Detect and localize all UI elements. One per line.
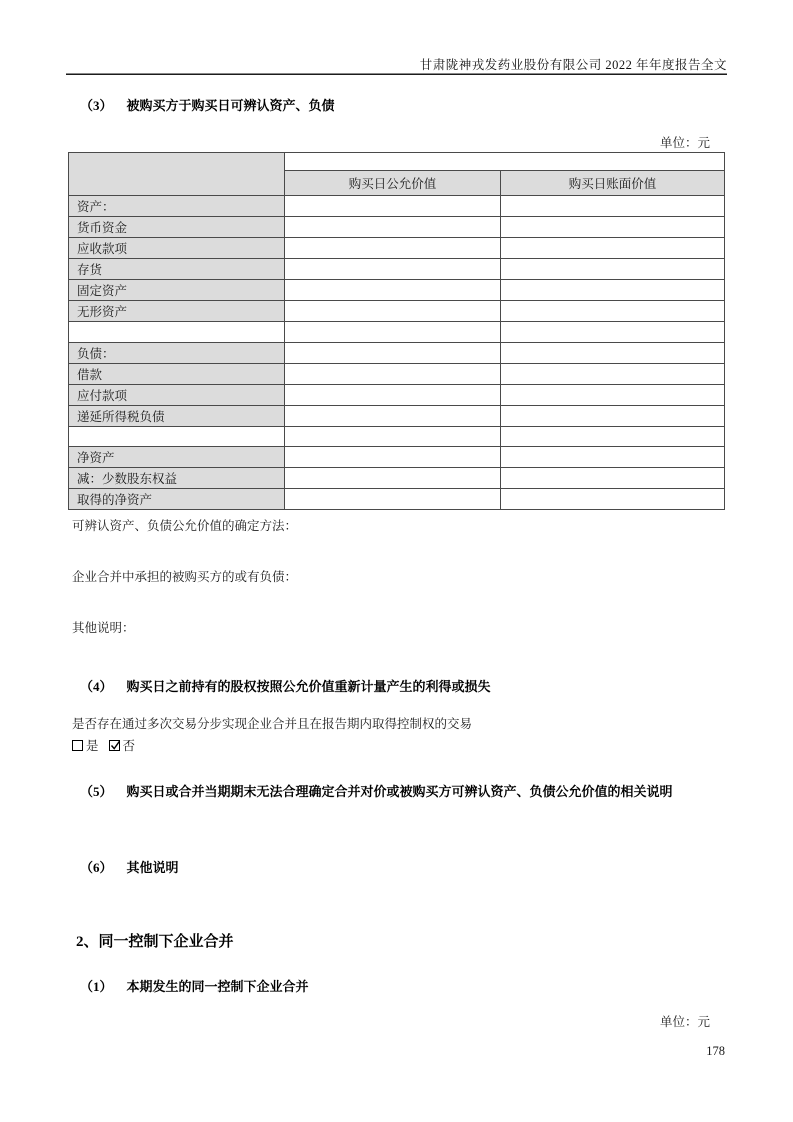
identifiable-assets-liabilities-table	[68, 152, 725, 510]
section4-heading	[80, 676, 491, 695]
section6-title: 其他说明	[126, 860, 179, 875]
table-row	[69, 238, 725, 259]
option-yes-label: 是	[86, 739, 99, 753]
fair-value-cell	[285, 384, 501, 405]
book-value-cell	[501, 363, 725, 384]
section3-title: 被购买方于购买日可辨认资产、负债	[126, 98, 335, 113]
acquiree-name-cell	[285, 153, 725, 171]
row-label: 递延所得税负债	[69, 405, 285, 426]
option-no	[109, 736, 136, 754]
row-label	[69, 322, 285, 343]
fair-value-cell	[285, 322, 501, 343]
paragraph-contingent-liability: 企业合并中承担的被购买方的或有负债：	[72, 570, 298, 584]
fair-value-cell	[285, 217, 501, 238]
sub1-number: （1）	[80, 979, 113, 994]
fair-value-cell	[285, 238, 501, 259]
table-row	[69, 196, 725, 217]
table-row	[69, 217, 725, 238]
row-label: 无形资产	[69, 301, 285, 322]
table-row	[69, 468, 725, 489]
book-value-cell	[501, 217, 725, 238]
row-label	[69, 426, 285, 447]
row-label: 应付款项	[69, 384, 285, 405]
table-row-blank	[69, 322, 725, 343]
paragraph-other-notes: 其他说明：	[72, 621, 135, 635]
section5-heading	[80, 781, 673, 800]
row-label: 资产：	[69, 196, 285, 217]
book-value-cell	[501, 196, 725, 217]
table-row	[69, 280, 725, 301]
row-label: 负债：	[69, 342, 285, 363]
column-header-fair-value: 购买日公允价值	[285, 171, 501, 196]
book-value-cell	[501, 322, 725, 343]
unit-label-top: 单位：元	[659, 136, 710, 150]
section5-number: （5）	[80, 784, 113, 799]
book-value-cell	[501, 447, 725, 468]
book-value-cell	[501, 238, 725, 259]
fair-value-cell	[285, 447, 501, 468]
option-yes	[72, 736, 99, 754]
row-label: 借款	[69, 363, 285, 384]
fair-value-cell	[285, 363, 501, 384]
sub1-title: 本期发生的同一控制下企业合并	[126, 979, 309, 994]
table-row	[69, 447, 725, 468]
row-label: 减：少数股东权益	[69, 468, 285, 489]
fair-value-cell	[285, 426, 501, 447]
table-row	[69, 384, 725, 405]
fair-value-cell	[285, 301, 501, 322]
report-title-header: 甘肃陇神戎发药业股份有限公司 2022 年年度报告全文	[419, 58, 727, 72]
fair-value-cell	[285, 259, 501, 280]
section2-heading: 2、同一控制下企业合并	[76, 934, 234, 950]
sub1-heading	[80, 976, 309, 995]
section4-title: 购买日之前持有的股权按照公允价值重新计量产生的利得或损失	[126, 679, 491, 694]
book-value-cell	[501, 301, 725, 322]
book-value-cell	[501, 405, 725, 426]
checkbox-unchecked-icon	[72, 740, 83, 751]
column-header-book-value: 购买日账面价值	[501, 171, 725, 196]
option-no-label: 否	[122, 739, 136, 753]
header-divider	[66, 73, 727, 75]
unit-label-bottom: 单位：元	[659, 1015, 710, 1029]
fair-value-cell	[285, 342, 501, 363]
yes-no-checkbox-row	[72, 736, 135, 754]
book-value-cell	[501, 259, 725, 280]
fair-value-cell	[285, 405, 501, 426]
table-row	[69, 301, 725, 322]
row-label: 净资产	[69, 447, 285, 468]
section3-heading	[80, 95, 335, 114]
row-label: 存货	[69, 259, 285, 280]
table-row	[69, 342, 725, 363]
row-label: 固定资产	[69, 280, 285, 301]
row-label: 应收款项	[69, 238, 285, 259]
page-number: 178	[706, 1044, 725, 1058]
book-value-cell	[501, 342, 725, 363]
table-row	[69, 363, 725, 384]
table-row	[69, 489, 725, 510]
section6-heading	[80, 857, 179, 876]
table-row-blank	[69, 426, 725, 447]
fair-value-cell	[285, 489, 501, 510]
book-value-cell	[501, 426, 725, 447]
section4-number: （4）	[80, 679, 113, 694]
fair-value-cell	[285, 468, 501, 489]
row-label: 取得的净资产	[69, 489, 285, 510]
section6-number: （6）	[80, 860, 113, 875]
paragraph-fair-value-method: 可辨认资产、负债公允价值的确定方法：	[72, 519, 298, 533]
book-value-cell	[501, 280, 725, 301]
book-value-cell	[501, 468, 725, 489]
book-value-cell	[501, 489, 725, 510]
table-row	[69, 405, 725, 426]
checkbox-checked-icon	[109, 740, 120, 751]
table-corner-cell	[69, 153, 285, 196]
section3-number: （3）	[80, 98, 113, 113]
section5-title: 购买日或合并当期期末无法合理确定合并对价或被购买方可辨认资产、负债公允价值的相关说明	[126, 784, 673, 799]
row-label: 货币资金	[69, 217, 285, 238]
fair-value-cell	[285, 196, 501, 217]
table-row	[69, 259, 725, 280]
book-value-cell	[501, 384, 725, 405]
fair-value-cell	[285, 280, 501, 301]
section4-question: 是否存在通过多次交易分步实现企业合并且在报告期内取得控制权的交易	[72, 717, 473, 731]
